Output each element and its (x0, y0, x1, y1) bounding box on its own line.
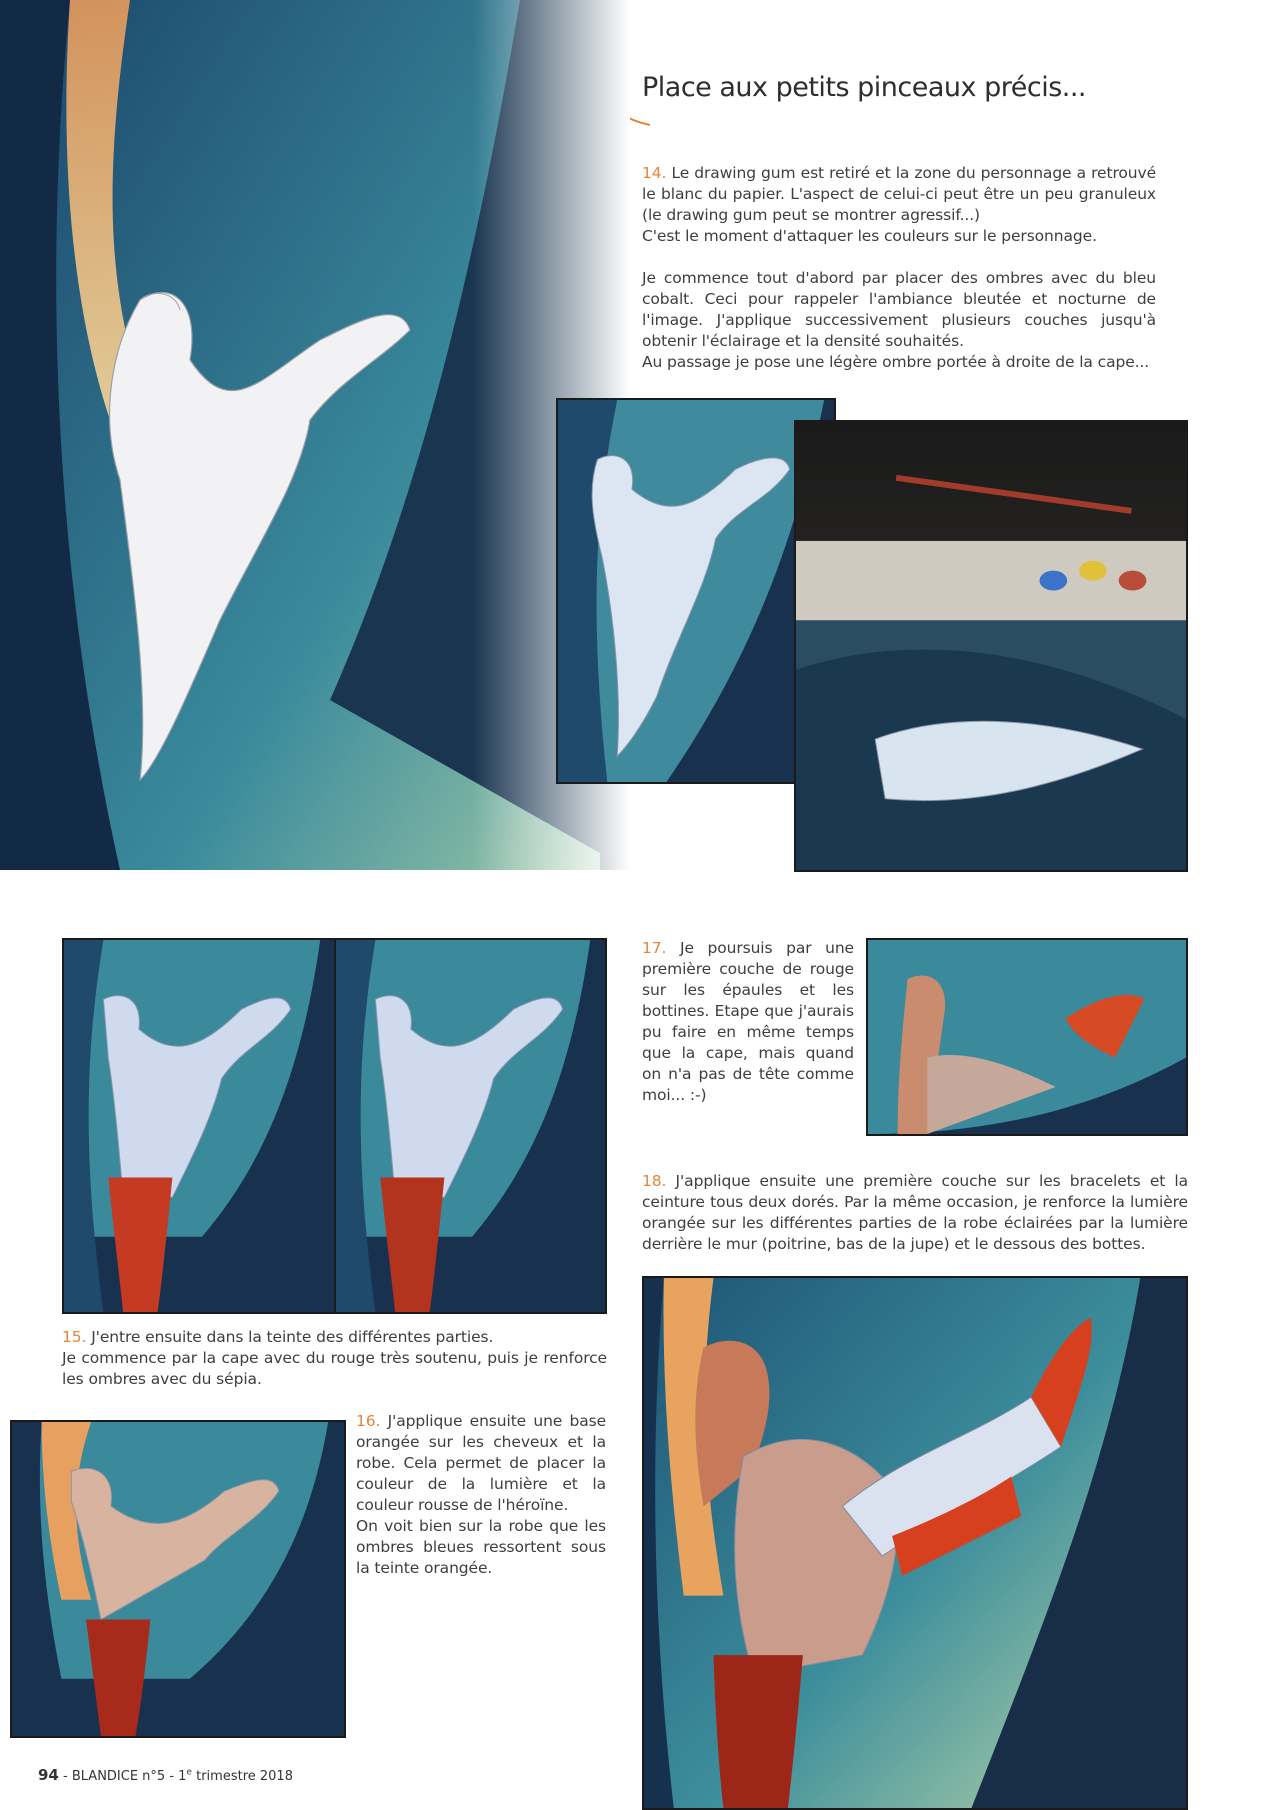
step17-text (642, 938, 854, 1106)
footer-text-after: trimestre 2018 (196, 1769, 293, 1784)
step14-para4: Au passage je pose une légère ombre portée à droite de la cape... (642, 353, 1150, 371)
step18-number: 18. (642, 1172, 667, 1190)
step17-para1 (642, 938, 854, 1106)
step14-para1-text: Le drawing gum est retiré et la zone du personnage a retrouvé le blanc du papier. L'aspect de celui-ci peut être un peu granuleux (le drawing gum peut se montrer agressif...) (642, 164, 1157, 224)
step17-number: 17. (642, 939, 667, 957)
painting-step15-b (334, 938, 607, 1314)
page-title: Place aux petits pinceaux précis... (642, 72, 1087, 103)
painting-step14-large (0, 0, 630, 870)
page-footer (38, 1766, 293, 1784)
step16-para1-text: J'applique ensuite une base orangée sur les cheveux et la robe. Cela permet de placer la couleur de la lumière et la couleur rousse de l'héroïne. (356, 1412, 607, 1514)
step18-text (642, 1171, 1188, 1255)
painting-step18 (642, 1276, 1188, 1810)
footer-superscript: e (186, 1767, 192, 1778)
step15-number: 15. (62, 1328, 87, 1346)
step14-number: 14. (642, 164, 667, 182)
step18-para1 (642, 1171, 1188, 1255)
step16-text (356, 1411, 606, 1579)
step14-para3: Je commence tout d'abord par placer des ombres avec du bleu cobalt. Ceci pour rappeler l'ambiance bleutée et nocturne de l'image. J'applique successivement plusieurs couches jusqu'à obtenir l'éclairage et la densité souhaités. (642, 269, 1156, 350)
step15-para2: Je commence par la cape avec du rouge très soutenu, puis je renforce les ombres avec du sépia. (62, 1349, 607, 1388)
step15-para1-text: J'entre ensuite dans la teinte des différentes parties. (91, 1328, 494, 1346)
painting-step16 (10, 1420, 346, 1738)
footer-text: - BLANDICE n°5 - 1 (63, 1769, 187, 1784)
page-number: 94 (38, 1766, 59, 1784)
photo-workspace (794, 420, 1188, 872)
step14-para1 (642, 163, 1156, 226)
step15-text (62, 1327, 607, 1390)
painting-step17 (866, 938, 1188, 1136)
step17-para1-text: Je poursuis par une première couche de rouge sur les épaules et les bottines. Etape que j'aurais pu faire en même temps que la cape, mais quand on n'a pas de tête comme moi... :-) (642, 939, 854, 1104)
step16-para1 (356, 1411, 606, 1516)
step15-para1 (62, 1327, 607, 1348)
step18-para1-text: J'applique ensuite une première couche sur les bracelets et la ceinture tous deux dorés. Par la même occasion, je renforce la lumière orangée sur les différentes parties de la robe éclairées par la lumière derrière le mur (poitrine, bas de la jupe) et le dessous des bottes. (642, 1172, 1189, 1253)
step14-para2: C'est le moment d'attaquer les couleurs sur le personnage. (642, 227, 1097, 245)
step16-para2: On voit bien sur la robe que les ombres bleues ressortent sous la teinte orangée. (356, 1517, 606, 1577)
step16-number: 16. (356, 1412, 381, 1430)
step14-text (642, 163, 1156, 373)
painting-step15-a (62, 938, 337, 1314)
